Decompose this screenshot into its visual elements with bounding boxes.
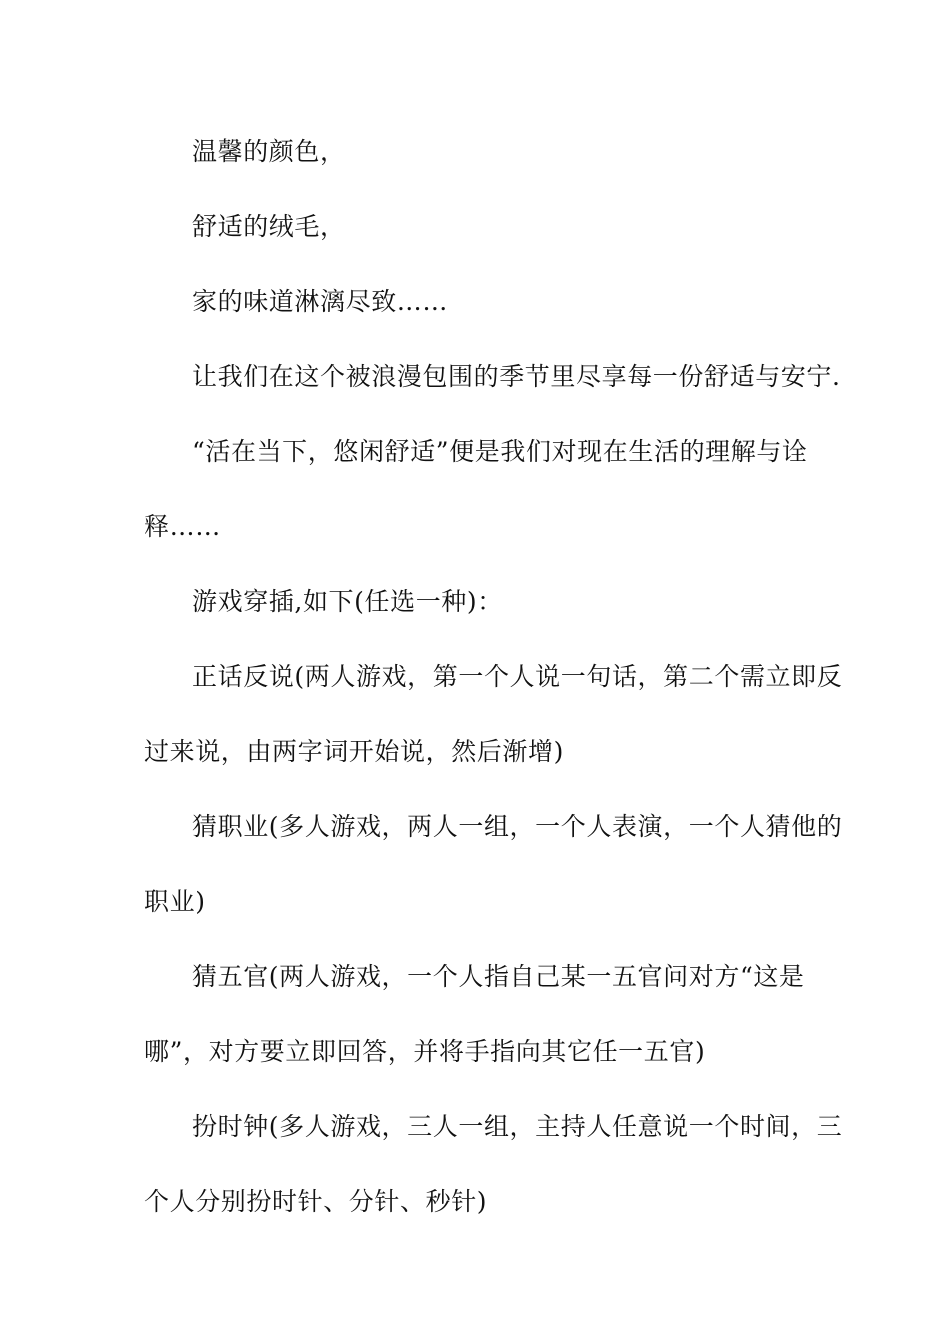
text-line: 扮时钟(多人游戏，三人一组，主持人任意说一个时间，三 [192, 1112, 843, 1141]
text-line: 猜五官(两人游戏，一个人指自己某一五官问对方“这是 [192, 962, 805, 991]
text-line: 让我们在这个被浪漫包围的季节里尽享每一份舒适与安宁. [192, 362, 841, 391]
text-line: “活在当下，悠闲舒适”便是我们对现在生活的理解与诠 [192, 437, 808, 466]
text-line: 猜职业(多人游戏，两人一组，一个人表演，一个人猜他的 [192, 812, 843, 841]
text-line: 温馨的颜色， [192, 137, 346, 166]
text-line: 正话反说(两人游戏，第一个人说一句话，第二个需立即反 [192, 662, 843, 691]
text-line: 游戏穿插,如下(任选一种)： [192, 587, 503, 616]
text-line: 释…… [144, 512, 221, 541]
text-line: 家的味道淋漓尽致…… [192, 287, 449, 316]
text-line: 个人分别扮时针、分针、秒针) [144, 1187, 488, 1216]
text-line: 过来说，由两字词开始说，然后渐增) [144, 737, 564, 766]
text-line: 哪”，对方要立即回答，并将手指向其它任一五官) [144, 1037, 706, 1066]
text-line: 职业) [144, 887, 206, 916]
text-line: 舒适的绒毛， [192, 212, 346, 241]
